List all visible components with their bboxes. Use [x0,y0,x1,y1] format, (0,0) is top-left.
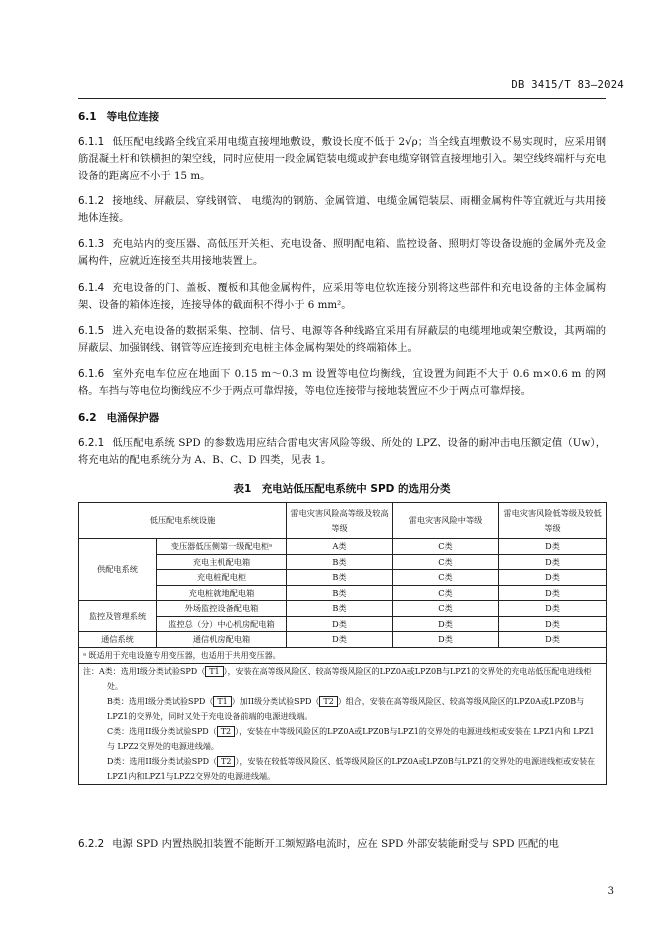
item-cell: 充电桩就地配电箱 [157,585,287,601]
value-cell: D类 [499,585,607,601]
table-footnote: ᵃ 既适用于充电设施专用变压器，也适用于共用变压器。 [79,647,607,663]
value-cell: D类 [393,632,499,648]
clause-text: 室外充电车位应在地面下 0.15 m～0.3 m 设置等电位均衡线，宜设置为间距不大于 0.6 m×0.6 m 的网格。车挡与等电位均衡线应不少于两点可靠焊接，等电位连接带与接地装置应不少于两点可靠焊接。 [78,368,606,397]
value-cell: D类 [499,601,607,617]
paragraph-6-1-4 [78,280,606,314]
test-class-box: T2 [217,726,235,737]
clause-number: 6.1.6 [78,368,105,380]
section-heading-6-2 [78,410,159,425]
table-title: 表1 充电站低压配电系统中 SPD 的选用分类 [233,483,451,495]
clause-text: 充电设备的门、盖板、覆板和其他金属构件，应采用等电位软连接分别将这些部件和充电设备的主体金属构架、设备的箱体连接，连接导体的截面积不得小于 6 mm²。 [78,282,606,311]
group-cell: 通信系统 [79,632,157,648]
clause-text: 进入充电设备的数据采集、控制、信号、电源等各种线路宜采用有屏蔽层的电缆埋地或架空敷设，其两端的屏蔽层、加强钢线、钢管等应连接到充电桩主体金属构架处的终端箱体上。 [78,325,606,354]
item-cell: 通信机房配电箱 [157,632,287,648]
note-d: D类：选用II级分类试验SPD（ T2 ），安装在较低等级风险区、低等级风险区的LPZ0A或LPZ0B与LPZ1的交界处的电源进线柜或安装在LPZ1内和LPZ1与LPZ2交界处的电源进线端。 [107,756,596,781]
column-header: 低压配电系统设施 [79,503,287,539]
clause-number: 6.1.2 [78,195,105,207]
value-cell: D类 [499,632,607,648]
clause-number: 6.2.2 [78,838,105,850]
item-cell: 充电桩配电柜 [157,570,287,586]
note-label: 注： [83,666,99,676]
paragraph-6-1-3 [78,236,606,270]
item-cell: 充电主机配电箱 [157,554,287,570]
paragraph-6-1-1 [78,134,606,184]
clause-text: 接地线、屏蔽层、穿线钢管、 电缆沟的钢筋、金属管道、电缆金属铠装层、雨棚金属构件等宜就近与共用接地体连接。 [78,195,606,224]
item-cell: 监控总（分）中心机房配电箱 [157,616,287,632]
clause-text: 电源 SPD 内置热脱扣装置不能断开工频短路电流时，应在 SPD 外部安装能耐受与 SPD 匹配的电 [112,838,559,850]
table-row [79,570,607,586]
clause-number: 6.1.1 [78,136,105,148]
value-cell: D类 [287,632,393,648]
section-heading-6-1 [78,109,159,124]
value-cell: B类 [287,554,393,570]
table-header-row [79,503,607,539]
paragraph-6-1-5 [78,323,606,357]
header-rule [78,98,606,99]
section-number: 6.2 [78,412,97,424]
paragraph-6-2-1 [78,435,606,469]
section-title: 等电位连接 [106,111,160,123]
value-cell: A类 [287,539,393,555]
clause-number: 6.1.4 [78,282,105,294]
clause-text: 低压配电系统 SPD 的参数选用应结合雷电灾害风险等级、所处的 LPZ、设备的耐冲击电压额定值（Uw），将充电站的配电系统分为 A、B、C、D 四类，见表 1。 [78,437,606,466]
note-b: B类：选用I级分类试验SPD（ T1 ）加II级分类试验SPD（ T2 ）组合，安装在高等级风险区、较高等级风险区的LPZ0A或LPZ0B与LPZ1的交界处，同时又处于充电设备前端的电源进线端。 [107,696,585,721]
table-row [79,632,607,648]
clause-text: 充电站内的变压器、高低压开关柜、充电设备、照明配电箱、监控设备、照明灯等设备设施的金属外壳及金属构件，应就近连接至共用接地装置上。 [78,238,606,267]
value-cell: B类 [287,570,393,586]
table-notes [79,663,607,784]
document-code: DB 3415/T 83—2024 [511,79,624,91]
section-number: 6.1 [78,111,97,123]
value-cell: D类 [287,616,393,632]
value-cell: C类 [393,539,499,555]
item-cell: 变压器低压侧第一级配电柜ᵃ [157,539,287,555]
value-cell: D类 [499,539,607,555]
group-cell: 监控及管理系统 [79,601,157,632]
table-row [79,616,607,632]
item-cell: 外场监控设备配电箱 [157,601,287,617]
value-cell: B类 [287,585,393,601]
value-cell: C类 [393,554,499,570]
value-cell: D类 [499,570,607,586]
clause-number: 6.1.5 [78,325,105,337]
clause-number: 6.1.3 [78,238,105,250]
value-cell: C类 [393,601,499,617]
test-class-box: T1 [213,696,231,707]
table-notes-row [79,663,607,784]
table-row [79,554,607,570]
column-header: 雷电灾害风险低等级及较低等级 [499,503,607,539]
value-cell: D类 [499,554,607,570]
table-row [79,585,607,601]
paragraph-6-1-2 [78,193,606,227]
value-cell: B类 [287,601,393,617]
column-header: 雷电灾害风险高等级及较高等级 [287,503,393,539]
value-cell: D类 [499,616,607,632]
paragraph-6-1-6 [78,366,606,400]
clause-text: 低压配电线路全线宜采用电缆直接埋地敷设，敷设长度不低于 2√ρ；当全线直埋敷设不易实现时，应采用钢筋混凝土杆和铁横担的架空线，同时应使用一段金属铠装电缆或护套电缆穿钢管直接埋地引入。架空线终端杆与充电设备的距离应不小于 15 m。 [78,136,606,182]
table-footnote-row [79,647,607,663]
value-cell: C类 [393,585,499,601]
table-row [79,601,607,617]
clause-number: 6.2.1 [78,437,105,449]
paragraph-6-2-2 [78,836,606,853]
test-class-box: T2 [217,756,235,767]
value-cell: D类 [393,616,499,632]
column-header: 雷电灾害风险中等级 [393,503,499,539]
table-row [79,539,607,555]
spd-classification-table [78,502,607,785]
value-cell: C类 [393,570,499,586]
note-c: C类：选用II级分类试验SPD（ T2 ），安装在中等级风险区的LPZ0A或LPZ0B与LPZ1的交界处的电源进线柜或安装在 LPZ1内和 LPZ1与 LPZ2交界处的电源进线端。 [107,726,595,751]
group-cell: 供配电系统 [79,539,157,601]
note-a: 注：A类：选用I级分类试验SPD（ T1 ），安装在高等级风险区、较高等级风险区的LPZ0A或LPZ0B与LPZ1的交界处的充电站低压配电进线柜处。 [83,666,592,691]
page-number: 3 [607,886,614,897]
test-class-box: T1 [205,666,223,677]
section-title: 电涌保护器 [106,412,160,424]
test-class-box: T2 [319,696,337,707]
